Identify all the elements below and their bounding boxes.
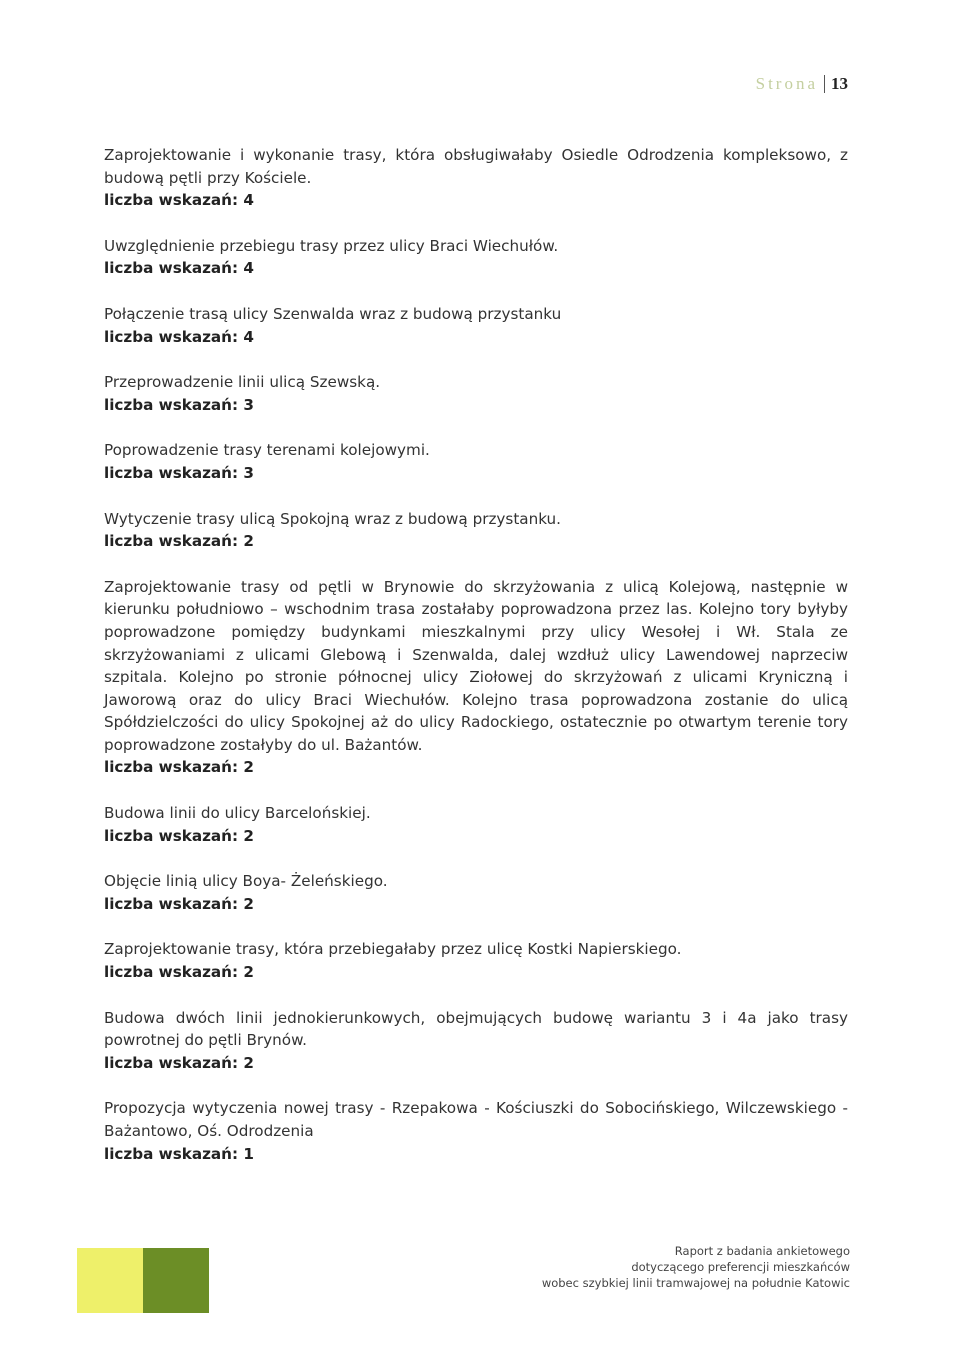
entry-text: Połączenie trasą ulicy Szenwalda wraz z budową przystanku — [104, 304, 562, 323]
report-footer — [542, 1243, 850, 1291]
footer-line-2: dotyczącego preferencji mieszkańców — [631, 1260, 850, 1274]
list-item — [104, 1007, 848, 1075]
footer-line-3: wobec szybkiej linii tramwajowej na południe Katowic — [541, 1276, 850, 1290]
list-item — [104, 576, 848, 779]
entry-count: liczba wskazań: 2 — [104, 826, 254, 845]
entry-count: liczba wskazań: 3 — [104, 395, 254, 414]
list-item — [104, 938, 848, 983]
entry-text: Budowa dwóch linii jednokierunkowych, obejmujących budowę wariantu 3 i 4a jako trasy powrotnej do pętli Brynów. — [104, 1008, 848, 1050]
entry-count: liczba wskazań: 3 — [104, 463, 254, 482]
entry-text: Uwzględnienie przebiegu trasy przez ulicy Braci Wiechułów. — [104, 236, 559, 255]
document-body — [104, 144, 848, 1188]
entry-count: liczba wskazań: 4 — [104, 327, 254, 346]
entry-count: liczba wskazań: 1 — [104, 1144, 254, 1163]
list-item — [104, 235, 848, 280]
list-item — [104, 303, 848, 348]
entry-count: liczba wskazań: 2 — [104, 532, 254, 551]
list-item — [104, 439, 848, 484]
entry-text: Zaprojektowanie i wykonanie trasy, która obsługiwałaby Osiedle Odrodzenia kompleksowo, z budową pętli przy Kościele. — [104, 146, 848, 187]
header-divider — [824, 75, 825, 93]
page-header — [756, 74, 848, 94]
entry-text: Poprowadzenie trasy terenami kolejowymi. — [104, 441, 430, 460]
list-item — [104, 802, 848, 847]
list-item — [104, 144, 848, 212]
entry-count: liczba wskazań: 2 — [104, 894, 254, 913]
entry-text: Zaprojektowanie trasy, która przebiegałaby przez ulicę Kostki Napierskiego. — [104, 940, 682, 959]
entry-count: liczba wskazań: 4 — [104, 259, 254, 278]
footer-block-light — [77, 1248, 143, 1313]
footer-block-dark — [143, 1248, 209, 1313]
entry-text: Przeprowadzenie linii ulicą Szewską. — [104, 373, 381, 392]
entry-text: Zaprojektowanie trasy od pętli w Brynowie do skrzyżowania z ulicą Kolejową, następnie w kierunku południowo – wschodnim trasa zostałaby poprowadzona przez las. Kolejno tory byłyby poprowadzone pomiędzy budynkami mieszkalnymi przy ulicy Wesołej i Wł. Stala ze skrzyżowaniami z ulicami Glebową i Szenwalda, dalej wzdłuż ulicy Lawendowej naprzeciw szpitala. Kolejno po stronie północnej ulicy Ziołowej do skrzyżowań z ulicami Kryniczną i Jaworową oraz do ulicy Braci Wiechułów. Kolejno trasa poprowadzona zostanie do ulicą Spółdzielczości do ulicy Spokojnej aż do ulicy Radockiego, ostatecznie po otwartym terenie tory poprowadzone zostałyby do ul. Bażantów. — [104, 577, 848, 754]
entry-text: Budowa linii do ulicy Barcelońskiej. — [104, 804, 371, 823]
footer-decoration — [77, 1248, 209, 1313]
entry-count: liczba wskazań: 2 — [104, 1053, 254, 1072]
entry-text: Propozycja wytyczenia nowej trasy - Rzepakowa - Kościuszki do Sobocińskiego, Wilczewskiego - Bażantowo, Oś. Odrodzenia — [104, 1099, 848, 1140]
entry-text: Objęcie linią ulicy Boya- Żeleńskiego. — [104, 872, 388, 891]
entry-text: Wytyczenie trasy ulicą Spokojną wraz z budową przystanku. — [104, 509, 561, 528]
page-number: 13 — [831, 74, 848, 93]
entry-count: liczba wskazań: 4 — [104, 191, 254, 210]
entry-count: liczba wskazań: 2 — [104, 963, 254, 982]
entry-count: liczba wskazań: 2 — [104, 758, 254, 777]
header-label: Strona — [755, 74, 818, 93]
list-item — [104, 1097, 848, 1165]
list-item — [104, 371, 848, 416]
list-item — [104, 508, 848, 553]
footer-line-1: Raport z badania ankietowego — [674, 1244, 850, 1258]
list-item — [104, 870, 848, 915]
